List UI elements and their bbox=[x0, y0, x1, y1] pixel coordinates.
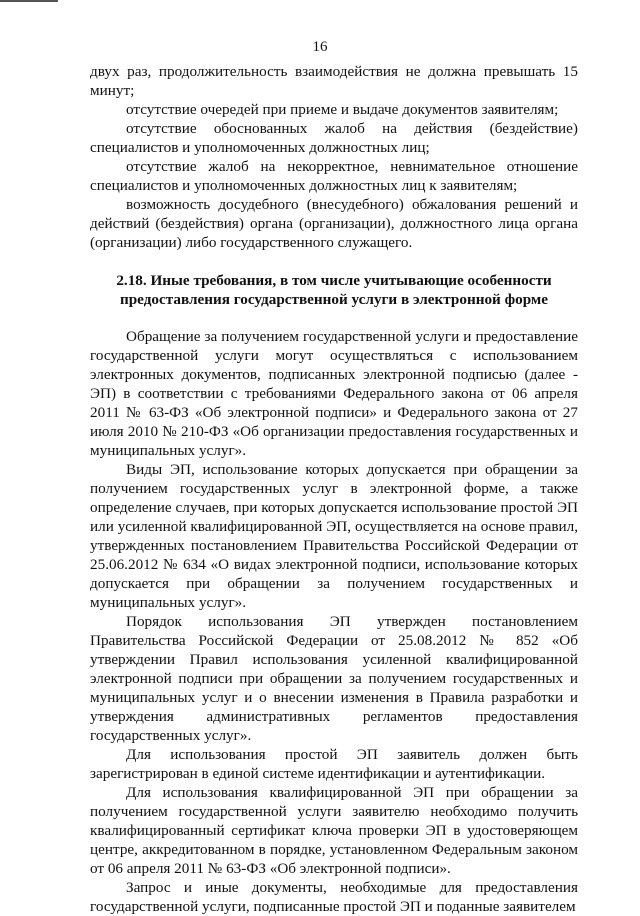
paragraph-continuation: двух раз, продолжительность взаимодействия не должна превышать 15 минут; bbox=[90, 63, 578, 99]
paragraph-ep-procedure: Порядок использования ЭП утвержден постановлением Правительства Российской Федерации от 25.08.2012 № 852 «Об утверждении Правил использования усиленной квалифицированной электронной подписи при обращении за получением государственных и муниципальных услуг и о внесении изменения в Правила разработки и утверждения административных регламентов предоставления государственных услуг». bbox=[90, 613, 578, 744]
paragraph-simple-ep: Для использования простой ЭП заявитель должен быть зарегистрирован в единой системе идентификации и аутентификации. bbox=[90, 746, 578, 782]
paragraph-electronic-documents: Обращение за получением государственной услуги и предоставление государственной услуги могут осуществляться с использованием электронных документов, подписанных электронной подписью (далее - ЭП) в соответствии с требованиями Федерального закона от 06 апреля 2011 № 63-ФЗ «Об электронной подписи» и Федерального закона от 27 июля 2010 № 210-ФЗ «Об организации предоставления государственных и муниципальных услуг». bbox=[90, 328, 578, 459]
paragraph-no-incorrect-attitude: отсутствие жалоб на некорректное, невнимательное отношение специалистов и уполномоченных должностных лиц к заявителям; bbox=[90, 158, 578, 194]
paragraph-qualified-ep: Для использования квалифицированной ЭП при обращении за получением государственной услуги заявителю необходимо получить квалифицированный сертификат ключа проверки ЭП в удостоверяющем центре, аккредитованном в порядке, установленном Федеральным законом от 06 апреля 2011 № 63-ФЗ «Об электронной подписи». bbox=[90, 784, 578, 877]
paragraph-request-documents: Запрос и иные документы, необходимые для предоставления государственной услуги, подписанные простой ЭП и поданные заявителем bbox=[90, 879, 578, 915]
document-body bbox=[90, 62, 578, 916]
page-number: 16 bbox=[312, 39, 328, 55]
paragraph-ep-types: Виды ЭП, использование которых допускается при обращении за получением государственных услуг в электронной форме, а также определение случаев, при которых допускается использование простой ЭП или усиленной квалифицированной ЭП, осуществляется на основе правил, утвержденных постановлением Правительства Российской Федерации от 25.06.2012 № 634 «О видах электронной подписи, использование которых допускается при обращении за получением государственных и муниципальных услуг». bbox=[90, 461, 578, 611]
paragraph-pretrial-appeal: возможность досудебного (внесудебного) обжалования решений и действий (бездействия) органа (организации), должностного лица органа (организации) либо государственного служащего. bbox=[90, 196, 578, 251]
paragraph-no-queues: отсутствие очередей при приеме и выдаче документов заявителям; bbox=[126, 101, 559, 118]
scan-corner-mark bbox=[0, 0, 58, 2]
paragraph-no-complaints: отсутствие обоснованных жалоб на действия (бездействие) специалистов и уполномоченных должностных лиц; bbox=[90, 120, 578, 156]
section-heading: 2.18. Иные требования, в том числе учитывающие особенности предоставления государственной услуги в электронной форме bbox=[116, 272, 552, 308]
